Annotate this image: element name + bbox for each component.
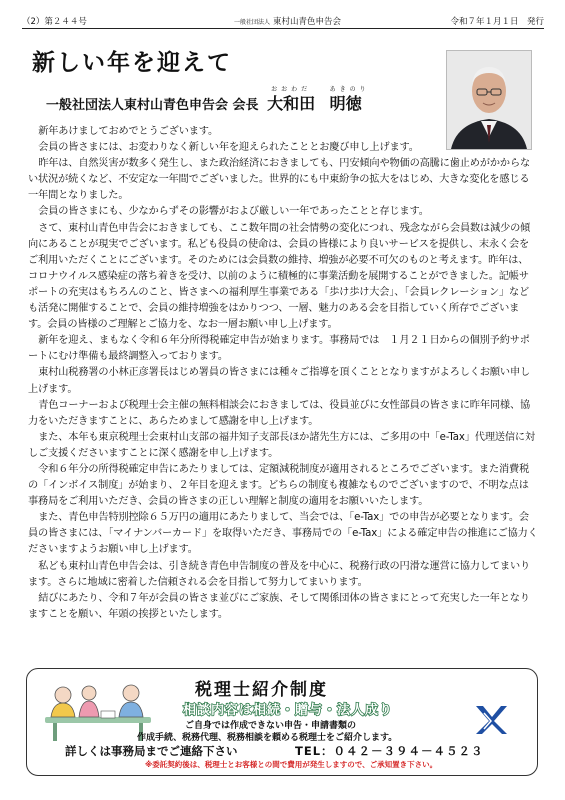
paragraph: 新年を迎え、まもなく令和６年分所得税確定申告が始まります。事務局では １月２１日からの個別予約サポートにむけ準備も最終調整入っております。 bbox=[28, 335, 530, 363]
article-title: 新しい年を迎えて bbox=[32, 50, 232, 76]
paragraph: 昨年は、自然災害が数多く発生し、また政治経済におきましても、円安傾向や物価の高騰に歯止めがかからない状況が続くなど、不安定な一年間でございました。世界的にも中東紛争の拡大をはじめ、大きな変化を感じる一年間となりました。 bbox=[28, 158, 531, 202]
paragraph: 結びにあたり、令和７年が会員の皆さま並びにご家族、そして関係団体の皆さまにとって充実した一年となりますことを願い、年頭の挨拶といたします。 bbox=[28, 592, 530, 620]
paragraph: 会員の皆さまにも、少なからずその影響がおよび厳しい一年であったことと存じます。 bbox=[38, 206, 429, 218]
surname-ruby: おおわだ bbox=[271, 86, 312, 93]
paragraph: さて、東村山青色申告会におきましても、ここ数年間の社会情勢の変化につれ、残念ながら会員数は減少の傾向にあることが現実でございます。私ども役員の使命は、会員の皆様により良いサービスを提供し、末永く会をご利用いただくことにございます。そのためには会員数の維持、増強が必要不可欠のものと考えます。昨年は、コロナウイルス感染症の落ち着きを受け、以前のように積極的に事業活動を展開することができました。記帳サポートの充実はもちろんのこと、皆さまへの福利厚生事業である「歩け歩け大会」、「会員レクレーション」なども活発に開催することで、会員の維持増強をはかりつつ、一層、魅力のある会を目指していく所存でございます。会員の皆様のご理解とご協力を、なお一層お願い申し上げます。 bbox=[28, 222, 531, 331]
author-surname bbox=[267, 86, 316, 113]
paragraph: 私ども東村山青色申告会は、引き続き青色申告制度の普及を中心に、税務行政の円滑な運営に協力してまいります。さらに地域に密着した信頼される会を目指して努力してまいります。 bbox=[28, 560, 531, 588]
promo-description-1: ご自身では作成できない申告・申請書類の bbox=[185, 721, 357, 731]
promo-title: 税理士紹介制度 bbox=[195, 680, 328, 700]
paragraph: 東村山税務署の小林正彦署長はじめ署員の皆さまには種々ご指導を頂くこととなりますがよろしくお願い申し上げます。 bbox=[28, 367, 531, 395]
author-role: 会長 bbox=[232, 98, 259, 113]
tax-accountant-referral-box bbox=[26, 668, 538, 776]
paragraph: 青色コーナーおよび税理士会主催の無料相談会におきましては、役員並びに女性部員の皆さまに昨年同様、協力をいただきますことに、あらためまして感謝を申し上げます。 bbox=[28, 399, 531, 427]
paragraph: 新年あけましておめでとうございます。 bbox=[38, 126, 219, 137]
promo-telephone: TEL：０４２－３９４－４５２３ bbox=[295, 744, 484, 758]
publish-date bbox=[450, 15, 544, 27]
given-ruby: あきのり bbox=[329, 86, 370, 93]
tax-association-logo-icon bbox=[473, 703, 509, 737]
paragraph: また、青色申告特別控除６５万円の適用にあたりまして、当会では、「e-Tax」での申告が必要となります。会員の皆さまには、「マイナンバーカード」を取得いただき、事務局での「e-Tax」による確定申告の推進にご協力くださいますようお願い申し上げます。 bbox=[28, 512, 538, 556]
paragraph: 令和６年分の所得税確定申告にあたりましては、定額減税制度が適用されるところでございます。また消費税の「インボイス制度」が始まり、２年目を迎えます。どちらの制度も複雑なものでございますので、不明な点は事務局をご利用いただき、会員の皆さまの正しい理解と制度の適用をお願いいたします。 bbox=[28, 463, 530, 508]
header-org bbox=[234, 15, 341, 27]
author-line bbox=[46, 86, 370, 114]
surname-text: 大和田 bbox=[267, 94, 316, 113]
paragraph: また、本年も東京税理士会東村山支部の福井知子支部長ほか諸先生方には、ご多用の中「e-Tax」代理送信に対しご支援くださいますことに深く感謝を申し上げます。 bbox=[28, 431, 536, 459]
header-org-name: 東村山青色申告会 bbox=[273, 17, 342, 27]
given-text: 明徳 bbox=[329, 94, 362, 113]
issue-number: （2）第２４４号 bbox=[22, 17, 87, 27]
author-org: 一般社団法人東村山青色申告会 bbox=[46, 98, 229, 113]
promo-contact: 詳しくは事務局までご連絡下さい bbox=[65, 744, 238, 758]
paragraph: 会員の皆さまには、お変わりなく新しい年を迎えられたこととお慶び申し上げます。 bbox=[38, 142, 419, 154]
promo-subtitle: 相談内容は相続・贈与・法人成り bbox=[183, 703, 394, 718]
publish-date-value: 令和７年１月１日 bbox=[450, 17, 519, 27]
promo-description-2: 作成手続、税務代理、税務相談を頼める税理士をご紹介します。 bbox=[137, 733, 398, 743]
promo-note: ※委託契約後は、税理士とお客様との間で費用が発生しますので、ご承知置き下さい。 bbox=[145, 760, 438, 769]
page-header bbox=[22, 14, 544, 29]
article-body bbox=[28, 124, 538, 623]
publish-label: 発行 bbox=[526, 17, 544, 27]
header-org-type: 一般社団法人 bbox=[234, 19, 271, 26]
author-given-name bbox=[329, 86, 370, 113]
